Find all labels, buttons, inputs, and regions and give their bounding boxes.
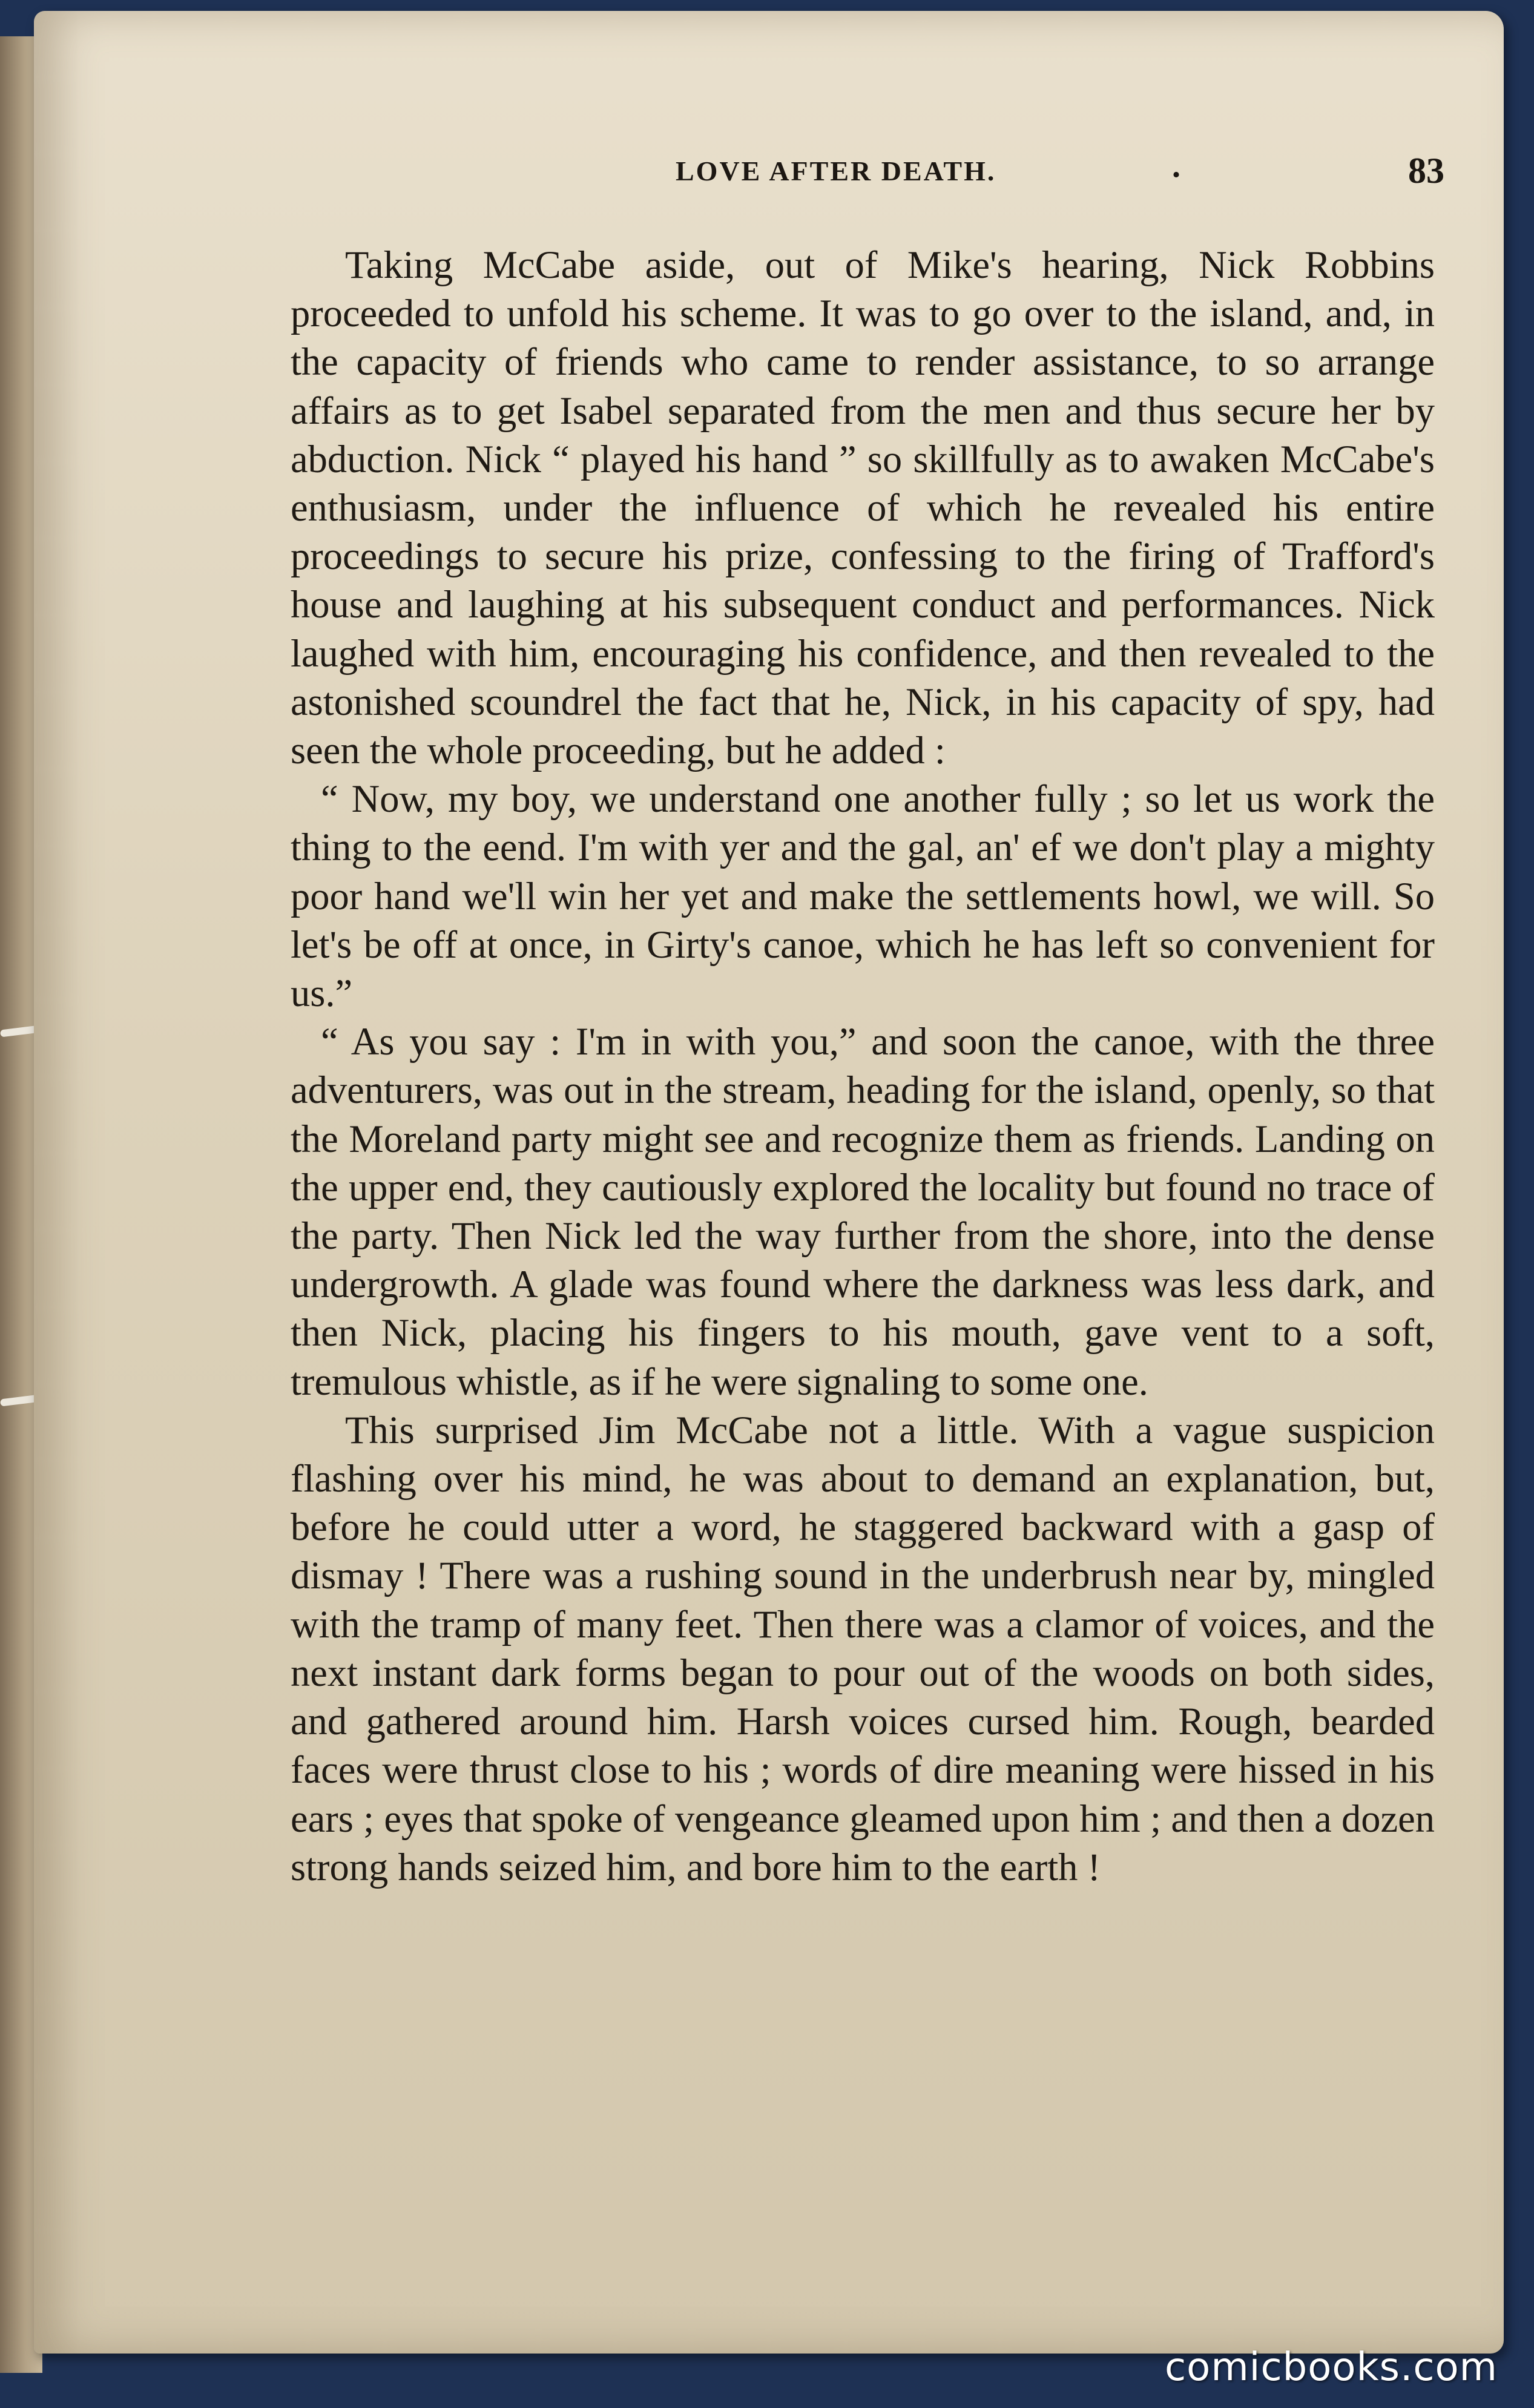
page-header xyxy=(676,147,1444,199)
paragraph: “ Now, my boy, we understand one another fully ; so let us work the thing to the eend. I'm with yer and the gal, an' ef we don't play a mighty poor hand we'll win her yet and make the settlements howl, we will. So let's be off at once, in Girty's canoe, which he has left so convenient for us.” xyxy=(291,777,1435,1015)
page-number: 83 xyxy=(1408,151,1444,191)
book-page xyxy=(34,11,1504,2354)
watermark: comicbooks.com xyxy=(1164,2345,1498,2390)
running-title: LOVE AFTER DEATH. xyxy=(676,156,996,186)
paragraph: Taking McCabe aside, out of Mike's hearing, Nick Robbins proceeded to unfold his scheme. It was to go over to the island, and, in the capacity of friends who came to render assistance, to so arrange affairs as to get Isabel separated from the men and thus secure her by abduction. Nick “ played his hand ” so skillfully as to awaken McCabe's enthusiasm, under the influence of which he revealed his entire proceedings to secure his prize, confessing to the firing of Trafford's house and laughing at his subsequent conduct and performances. Nick laughed with him, encouraging his confidence, and then revealed to the astonished scoundrel the fact that he, Nick, in his capacity of spy, had seen the whole proceeding, but he added : xyxy=(291,243,1435,772)
header-separator: . xyxy=(1172,147,1182,185)
paragraph: “ As you say : I'm in with you,” and soon the canoe, with the three adventurers, was out in the stream, heading for the island, openly, so that the Moreland party might see and recognize them as friends. Landing on the upper end, they cautiously explored the locality but found no trace of the party. Then Nick led the way further from the shore, into the dense undergrowth. A glade was found where the darkness was less dark, and then Nick, placing his fingers to his mouth, gave vent to a soft, tremulous whistle, as if he were signaling to some one. xyxy=(291,1020,1435,1403)
body-text xyxy=(291,241,1435,1892)
paragraph: This surprised Jim McCabe not a little. With a vague suspicion flashing over his mind, he was about to demand an explanation, but, before he could utter a word, he staggered backward with a gasp of dismay ! There was a rushing sound in the underbrush near by, mingled with the tramp of many feet. Then there was a clamor of voices, and the next instant dark forms began to pour out of the woods on both sides, and gathered around him. Harsh voices cursed him. Rough, bearded faces were thrust close to his ; words of dire meaning were hissed in his ears ; eyes that spoke of vengeance gleamed upon him ; and then a dozen strong hands seized him, and bore him to the earth ! xyxy=(291,1408,1435,1889)
